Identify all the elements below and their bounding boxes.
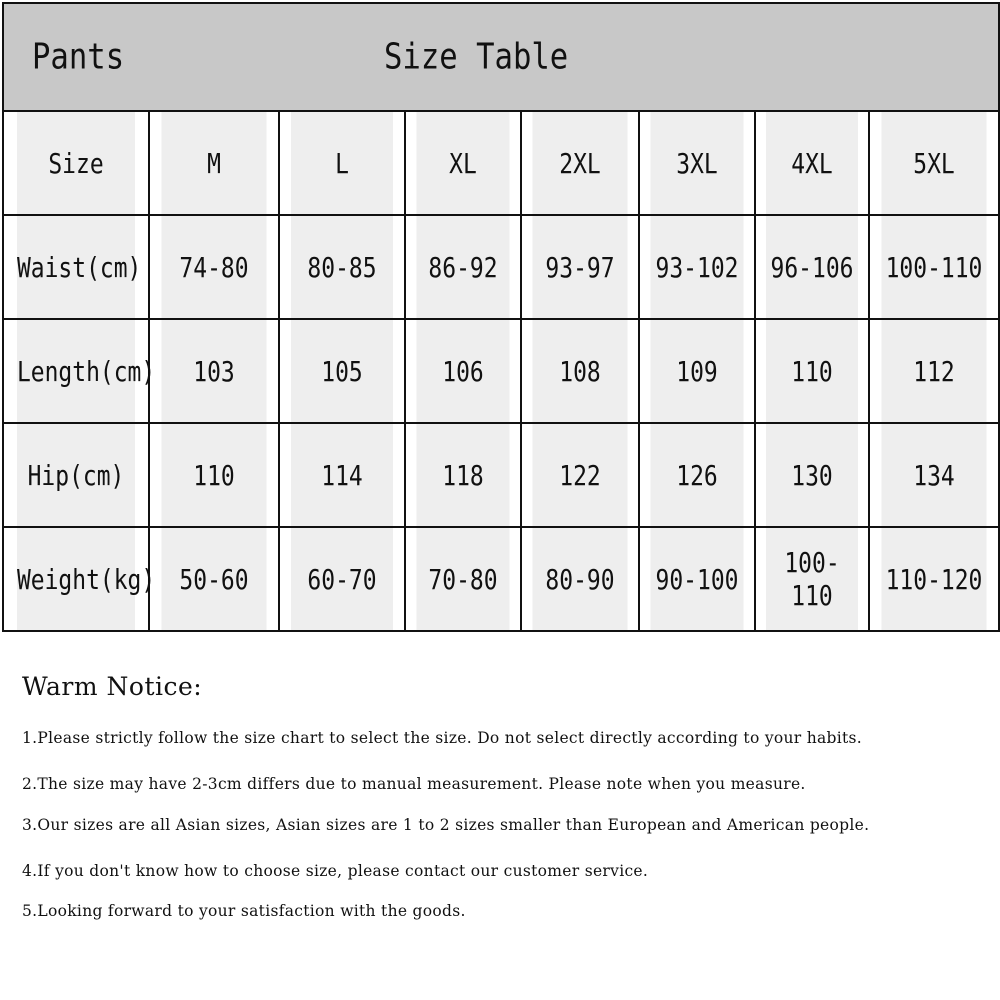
- table-cell: M: [161, 111, 268, 215]
- table-cell: 80-85: [290, 215, 393, 319]
- table-cell: 106: [415, 319, 510, 423]
- table-cell: 2XL: [532, 111, 629, 215]
- size-table: [2, 2, 1000, 632]
- row-label: Hip(cm): [16, 423, 136, 527]
- notice-item: 1.Please strictly follow the size chart to select the size. Do not select directly according to your habits.: [22, 729, 863, 747]
- notice-list: [22, 729, 992, 920]
- table-cell: 90-100: [649, 527, 744, 631]
- row-label: Weight(kg): [16, 527, 136, 631]
- table-cell: 110-120: [881, 527, 988, 631]
- table-row-hip: [3, 423, 999, 527]
- table-cell: L: [290, 111, 393, 215]
- table-title: Size Table: [384, 36, 569, 78]
- table-cell: XL: [415, 111, 510, 215]
- table-row-size: [3, 111, 999, 215]
- table-row-length: [3, 319, 999, 423]
- table-cell: 4XL: [765, 111, 858, 215]
- table-cell: 60-70: [290, 527, 393, 631]
- table-cell: 130: [765, 423, 858, 527]
- table-cell: 3XL: [649, 111, 744, 215]
- table-cell: 5XL: [881, 111, 988, 215]
- table-cell: 112: [881, 319, 988, 423]
- notice-item: 2.The size may have 2-3cm differs due to manual measurement. Please note when you measure.: [22, 775, 806, 793]
- table-cell: 109: [649, 319, 744, 423]
- table-cell: 93-102: [649, 215, 744, 319]
- row-label: Length(cm): [16, 319, 136, 423]
- table-cell: 70-80: [415, 527, 510, 631]
- table-row-waist: [3, 215, 999, 319]
- table-cell: 86-92: [415, 215, 510, 319]
- notice-item: 5.Looking forward to your satisfaction with the goods.: [22, 902, 466, 920]
- title-cell: [3, 3, 999, 111]
- table-cell: 114: [290, 423, 393, 527]
- table-cell: 93-97: [532, 215, 629, 319]
- table-cell: 126: [649, 423, 744, 527]
- notice-heading: Warm Notice:: [22, 672, 203, 701]
- table-cell: 100-110: [765, 527, 858, 631]
- table-cell: 110: [765, 319, 858, 423]
- table-cell: 50-60: [161, 527, 268, 631]
- row-label: Waist(cm): [16, 215, 136, 319]
- title-row: [3, 3, 999, 111]
- table-cell: 105: [290, 319, 393, 423]
- table-cell: 103: [161, 319, 268, 423]
- notice-item: 4.If you don't know how to choose size, please contact our customer service.: [22, 862, 649, 880]
- table-cell: 134: [881, 423, 988, 527]
- table-cell: 108: [532, 319, 629, 423]
- table-cell: 96-106: [765, 215, 858, 319]
- table-cell: 74-80: [161, 215, 268, 319]
- notice-item: 3.Our sizes are all Asian sizes, Asian sizes are 1 to 2 sizes smaller than European and American people.: [22, 816, 870, 834]
- table-cell: 110: [161, 423, 268, 527]
- table-cell: 100-110: [881, 215, 988, 319]
- row-label: Size: [16, 111, 136, 215]
- warm-notice: [22, 672, 992, 920]
- table-row-weight: [3, 527, 999, 631]
- table-cell: 80-90: [532, 527, 629, 631]
- category-label: Pants: [32, 36, 125, 78]
- table-cell: 118: [415, 423, 510, 527]
- table-cell: 122: [532, 423, 629, 527]
